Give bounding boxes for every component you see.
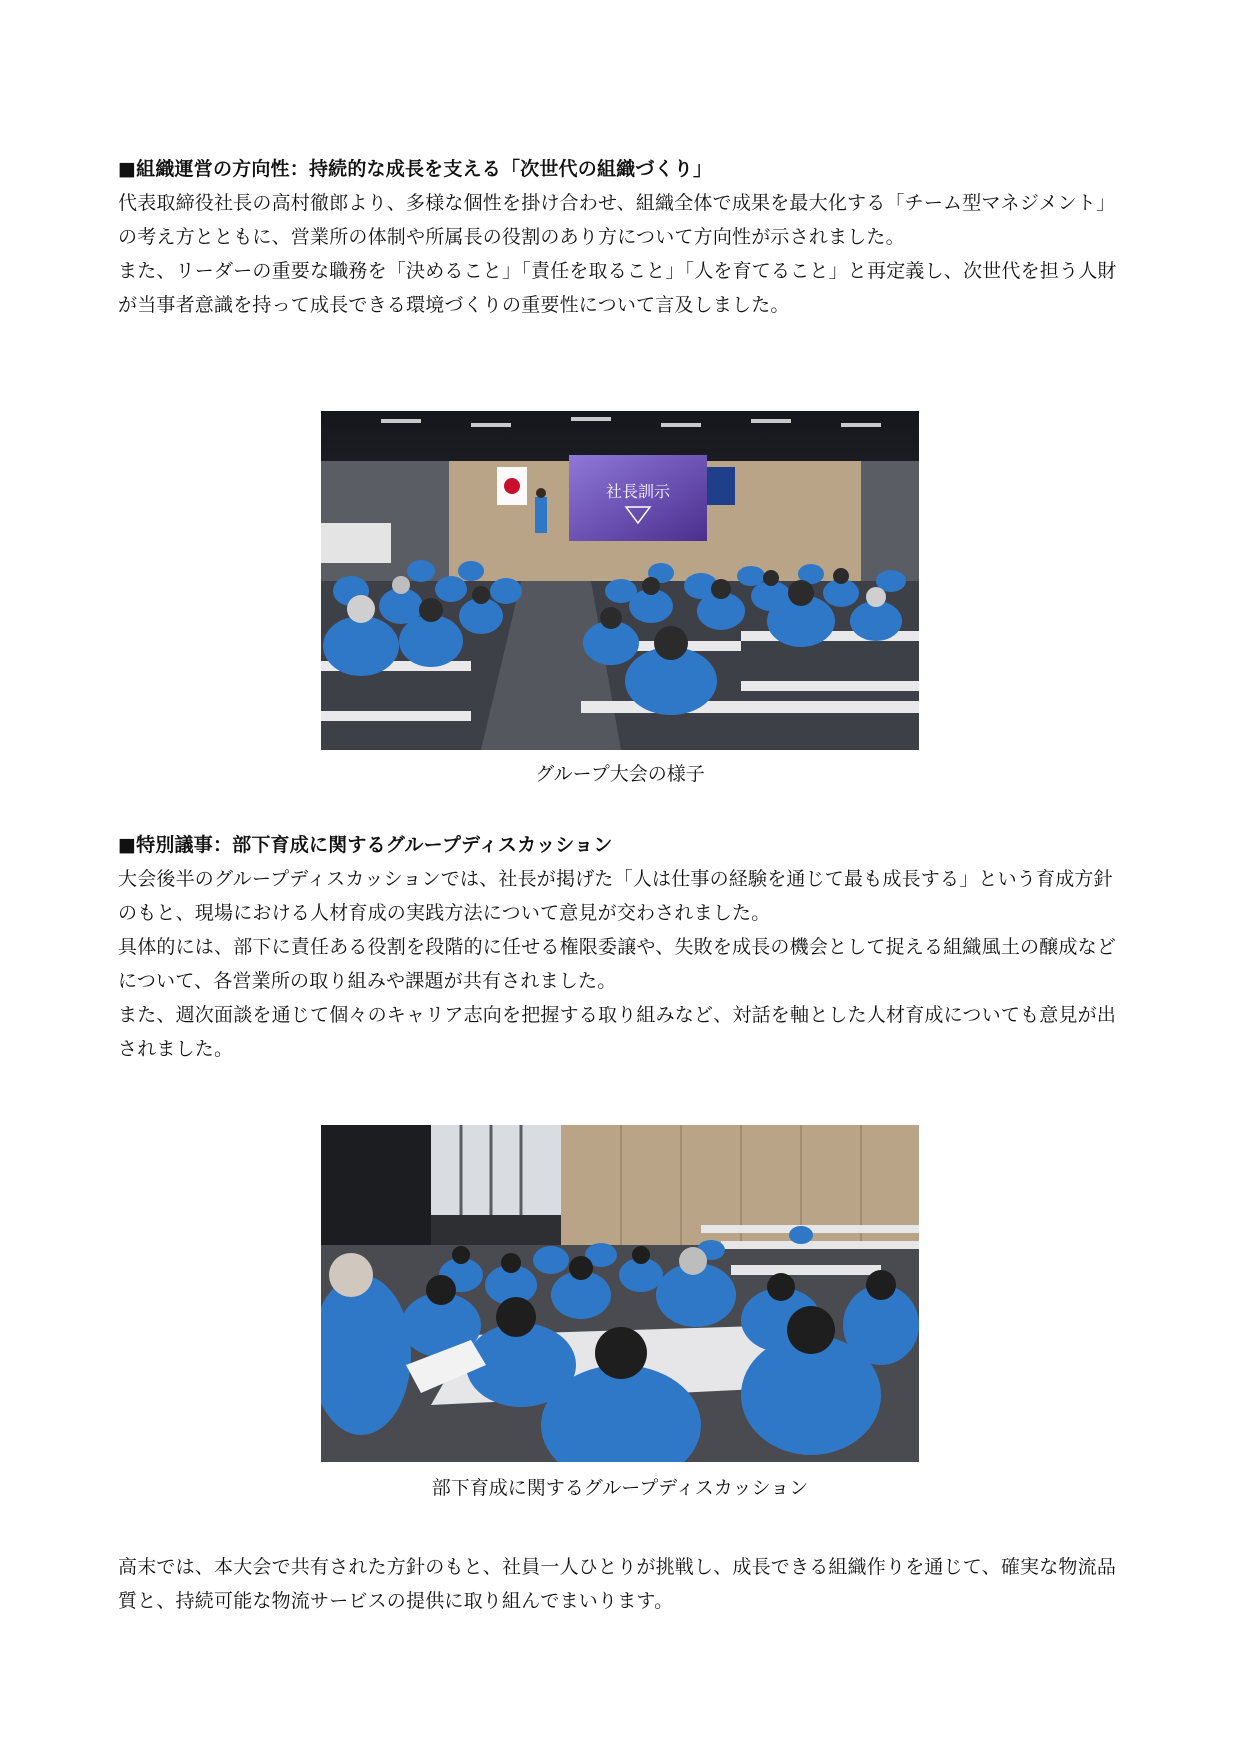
- screen-title: 社長訓示: [605, 482, 671, 501]
- paragraph: 代表取締役社長の高村徹郎より、多様な個性を掛け合わせ、組織全体で成果を最大化する「チーム型マネジメント」の考え方とともに、営業所の体制や所属長の役割のあり方について方向性が示されました。: [118, 192, 1116, 248]
- group-meeting-photo: [321, 411, 919, 750]
- photo-caption: グループ大会の様子: [535, 763, 705, 785]
- section-organization-direction: [118, 152, 1128, 322]
- closing-section: [118, 1550, 1128, 1618]
- paragraph: 大会後半のグループディスカッションでは、社長が掲げた「人は仕事の経験を通じて最も成長する」という育成方針のもと、現場における人材育成の実践方法について意見が交わされました。: [118, 868, 1113, 924]
- group-discussion-illustration: [321, 1125, 919, 1462]
- section-special-agenda: [118, 828, 1128, 1066]
- paragraph: 具体的には、部下に責任ある役割を段階的に任せる権限委譲や、失敗を成長の機会として捉える組織風土の醸成などについて、各営業所の取り組みや課題が共有されました。: [118, 936, 1117, 992]
- closing-paragraph: 高末では、本大会で共有された方針のもと、社員一人ひとりが挑戦し、成長できる組織作りを通じて、確実な物流品質と、持続可能な物流サービスの提供に取り組んでまいります。: [118, 1556, 1117, 1612]
- group-meeting-illustration: [321, 411, 919, 750]
- group-discussion-photo: [321, 1125, 919, 1462]
- photo-caption: 部下育成に関するグループディスカッション: [431, 1477, 809, 1499]
- paragraph: また、リーダーの重要な職務を「決めること」「責任を取ること」「人を育てること」と再定義し、次世代を担う人財が当事者意識を持って成長できる環境づくりの重要性について言及しました。: [118, 260, 1117, 316]
- section-heading: ■特別議事：部下育成に関するグループディスカッション: [118, 834, 613, 856]
- paragraph: また、週次面談を通じて個々のキャリア志向を把握する取り組みなど、対話を軸とした人材育成についても意見が出されました。: [118, 1004, 1117, 1060]
- section-heading: ■組織運営の方向性：持続的な成長を支える「次世代の組織づくり」: [118, 158, 713, 180]
